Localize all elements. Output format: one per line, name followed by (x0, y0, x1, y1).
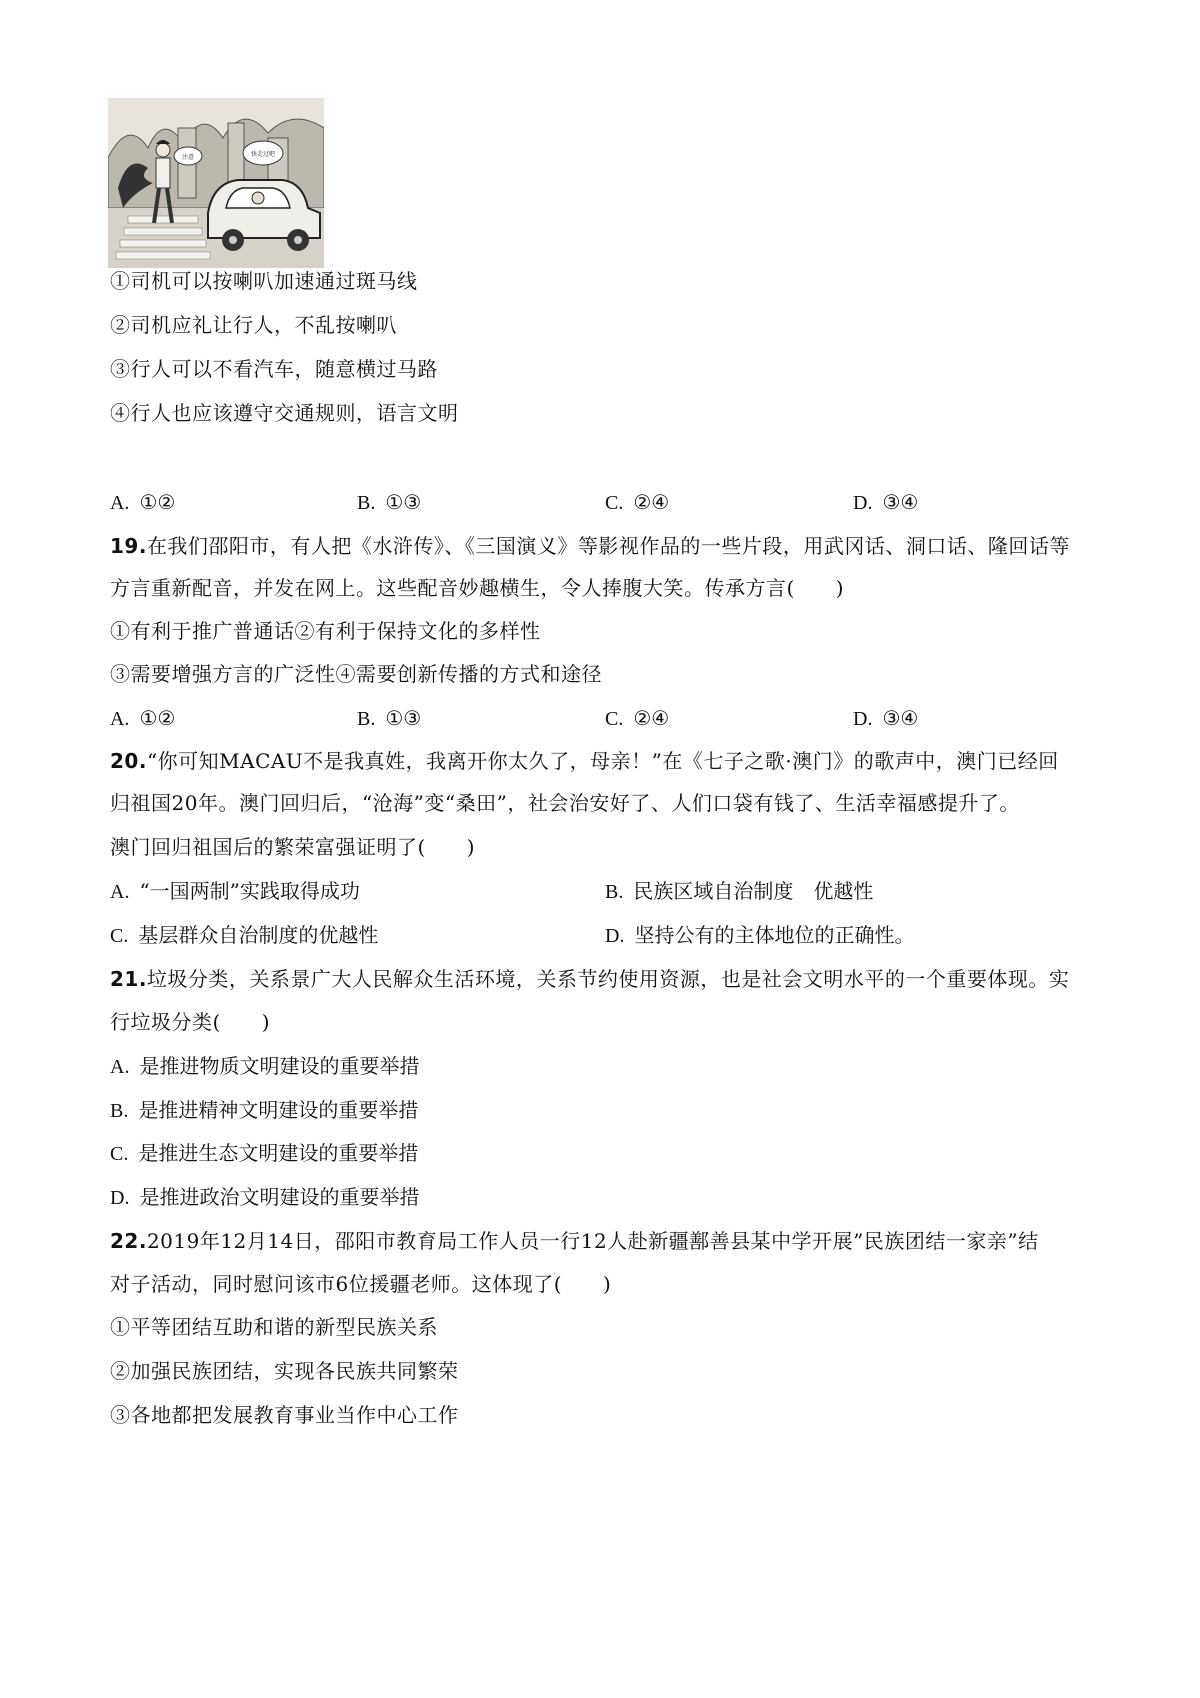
question-text: 2019年12月14日，邵阳市教育局工作人员一行12人赴新疆鄯善县某中学开展”民族团结一家亲”结 (146, 1229, 1039, 1253)
q18-statement-1: ①司机可以按喇叭加速通过斑马线 (110, 269, 418, 293)
option-letter: B. (110, 1100, 129, 1122)
q19-option-a[interactable] (110, 705, 175, 732)
q18-statement-4: ④行人也应该遵守交通规则，语言文明 (110, 401, 459, 425)
option-letter: C. (110, 1143, 129, 1165)
option-text: ③④ (882, 706, 919, 730)
q21-option-a[interactable] (110, 1053, 419, 1080)
q20-option-b[interactable] (605, 878, 873, 905)
option-text: ②④ (633, 706, 670, 730)
option-letter: C. (605, 708, 624, 730)
q20-stem-line-3: 澳门回归祖国后的繁荣富强证明了( ) (110, 835, 476, 859)
option-letter: D. (853, 708, 873, 730)
question-number: 19. (110, 534, 147, 558)
q20-option-c[interactable] (110, 922, 378, 949)
q18-option-c[interactable] (605, 489, 669, 516)
option-letter: A. (110, 881, 130, 903)
option-text: ①③ (385, 706, 422, 730)
q21-option-d[interactable] (110, 1184, 419, 1211)
option-text: 坚持公有的主体地位的正确性。 (634, 923, 915, 947)
question-text: 在我们邵阳市，有人把《水浒传》、《三国演义》等影视作品的一些片段，用武冈话、洞口话、隆回话等 (146, 534, 1070, 558)
option-text: 是推进生态文明建设的重要举措 (138, 1141, 419, 1165)
q19-stem-line-2: 方言重新配音，并发在网上。这些配音妙趣横生，令人捧腹大笑。传承方言( ) (110, 576, 845, 600)
q22-statement-3: ③各地都把发展教育事业当作中心工作 (110, 1403, 459, 1427)
question-number: 21. (110, 967, 147, 991)
option-letter: D. (110, 1187, 130, 1209)
q21-option-c[interactable] (110, 1140, 418, 1167)
question-text: 垃圾分类，关系景广大人民解众生活环境，关系节约使用资源，也是社会文明水平的一个重要体现。实 (146, 967, 1070, 991)
q22-statement-2: ②加强民族团结，实现各民族共同繁荣 (110, 1359, 459, 1383)
option-text: 基层群众自治制度的优越性 (138, 923, 379, 947)
q20-stem-line-1 (110, 748, 1059, 774)
option-text: ①③ (385, 490, 422, 514)
q19-statement-1: ①有利于推广普通话②有利于保持文化的多样性 (110, 619, 541, 643)
speech-right: 快走过吧 (250, 151, 276, 158)
option-letter: B. (605, 881, 624, 903)
q18-option-d[interactable] (853, 489, 918, 516)
q18-option-a[interactable] (110, 489, 175, 516)
q22-statement-1: ①平等团结互助和谐的新型民族关系 (110, 1315, 438, 1339)
option-text: “一国两制”实践取得成功 (139, 879, 360, 903)
q19-stem-line-1 (110, 533, 1070, 559)
q19-option-b[interactable] (357, 705, 421, 732)
option-text: ②④ (633, 490, 670, 514)
q18-statement-3: ③行人可以不看汽车，随意横过马路 (110, 357, 438, 381)
option-text: 是推进物质文明建设的重要举措 (139, 1054, 420, 1078)
q19-statement-2: ③需要增强方言的广泛性④需要创新传播的方式和途径 (110, 662, 602, 686)
option-text: ③④ (882, 490, 919, 514)
q18-statement-2: ②司机应礼让行人，不乱按喇叭 (110, 313, 397, 337)
q19-option-c[interactable] (605, 705, 669, 732)
q18-option-b[interactable] (357, 489, 421, 516)
option-text: 民族区域自治制度 优越性 (633, 879, 874, 903)
option-letter: A. (110, 1056, 130, 1078)
q21-stem-line-2: 行垃圾分类( ) (110, 1010, 271, 1034)
q20-stem-line-2: 归祖国20年。澳门回归后，“沧海”变“桑田”，社会治安好了、人们口袋有钱了、生活幸福感提升了。 (110, 791, 1020, 815)
option-letter: D. (853, 492, 873, 514)
q20-option-a[interactable] (110, 878, 360, 905)
question-number: 20. (110, 749, 147, 773)
q22-stem-line-2: 对子活动，同时慰问该市6位援疆老师。这体现了( ) (110, 1272, 612, 1296)
crosswalk-scene-illustration (108, 98, 324, 268)
question-number: 22. (110, 1229, 147, 1253)
q22-stem-line-1 (110, 1228, 1039, 1254)
option-letter: A. (110, 492, 130, 514)
q20-option-d[interactable] (605, 922, 914, 949)
option-text: 是推进精神文明建设的重要举措 (138, 1098, 419, 1122)
q19-option-d[interactable] (853, 705, 918, 732)
option-letter: C. (605, 492, 624, 514)
q21-stem-line-1 (110, 966, 1069, 992)
option-letter: B. (357, 708, 376, 730)
speech-left: 注意 (181, 154, 195, 161)
q21-option-b[interactable] (110, 1097, 418, 1124)
option-letter: B. (357, 492, 376, 514)
option-text: 是推进政治文明建设的重要举措 (139, 1185, 420, 1209)
option-letter: D. (605, 925, 625, 947)
option-letter: C. (110, 925, 129, 947)
option-text: ①② (139, 706, 176, 730)
option-text: ①② (139, 490, 176, 514)
option-letter: A. (110, 708, 130, 730)
question-text: “你可知MACAU不是我真姓，我离开你太久了，母亲！”在《七子之歌·澳门》的歌声中，澳门已经回 (146, 749, 1059, 773)
